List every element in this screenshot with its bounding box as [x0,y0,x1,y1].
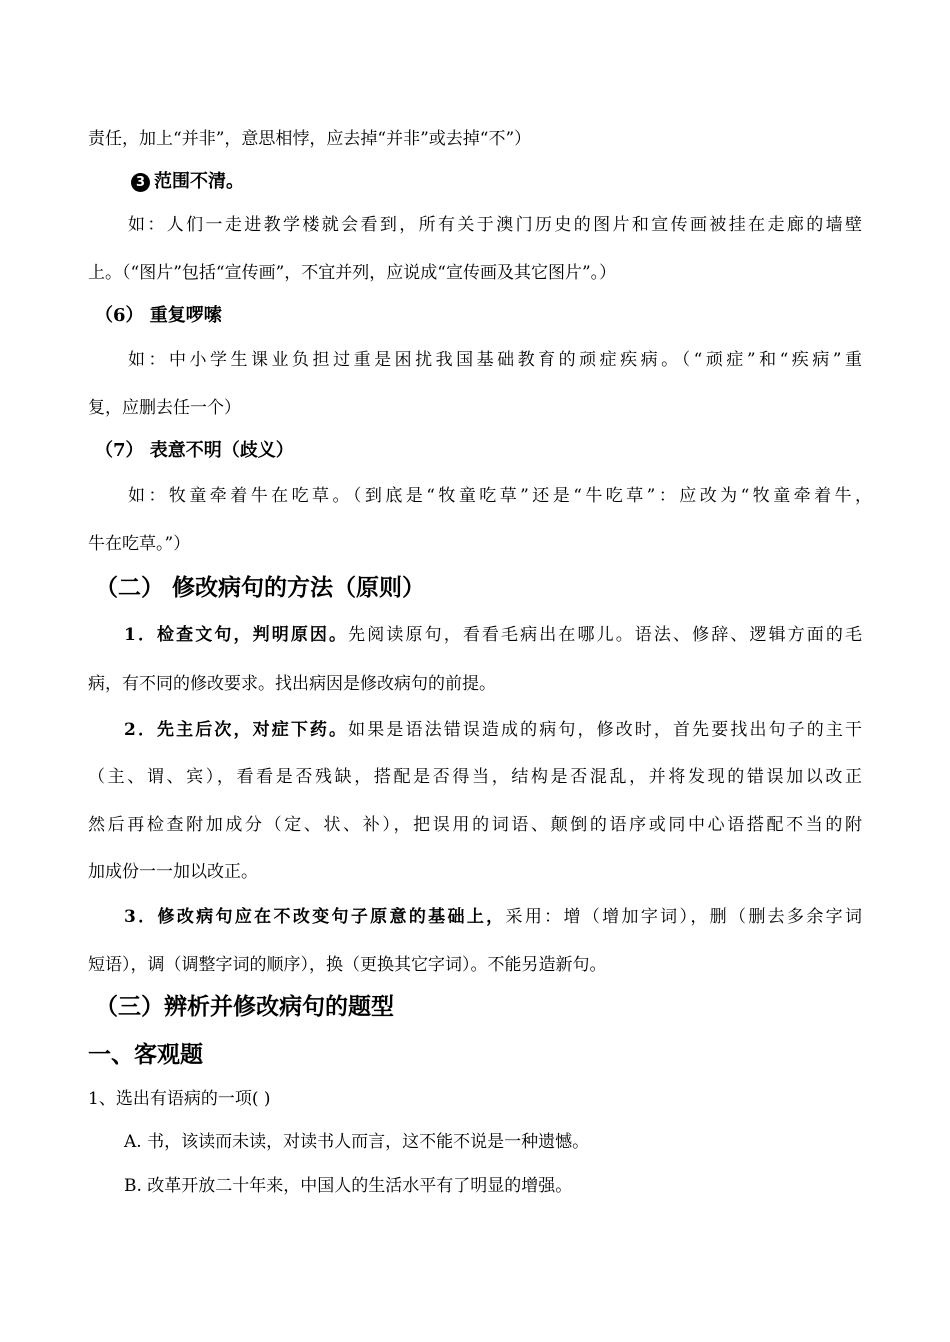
circled-number-3: 3 [131,173,150,192]
method-1-title: 1．检查文句，判明原因。 [124,625,349,645]
text-line [124,905,862,929]
text-line [124,718,862,742]
text-line: 责任，加上“并非”，意思相悖，应去掉“并非”或去掉“不”） [88,129,532,149]
text-line: 如：中小学生课业负担过重是困扰我国基础教育的顽症疾病。（“顽症”和“疾病”重 [128,350,862,370]
option-b: B. 改革开放二十年来，中国人的生活水平有了明显的增强。 [124,1176,573,1196]
text-line [124,623,862,647]
subheading-scope-unclear [131,170,244,194]
text-line: 上。（“图片”包括“宣传画”，不宜并列，应说成“宣传画及其它图片”。） [88,263,617,283]
heading-ambiguity: （7） 表意不明（歧义） [95,440,294,461]
text-line: 加成份一一加以改正。 [88,862,258,882]
text-line: 如：人们一走进教学楼就会看到，所有关于澳门历史的图片和宣传画被挂在走廊的墙壁 [128,215,862,235]
text-line: 复，应删去任一个） [88,398,241,418]
text-line: 如：牧童牵着牛在吃草。（到底是“牧童吃草”还是“牛吃草”：应改为“牧童牵着牛， [128,486,872,506]
heading-repetition: （6） 重复啰嗦 [95,305,222,326]
question-1: 1、选出有语病的一项( ) [88,1089,271,1109]
text-line: （主、谓、宾），看看是否残缺，搭配是否得当，结构是否混乱，并将发现的错误加以改正 [88,767,862,787]
section-heading-question-types: （三）辨析并修改病句的题型 [95,994,394,1020]
option-a: A. 书，该读而未读，对读书人而言，这不能不说是一种遗憾。 [124,1132,590,1152]
method-2-text: 如果是语法错误造成的病句，修改时，首先要找出句子的主干 [348,720,863,740]
method-1-text: 先阅读原句，看看毛病出在哪儿。语法、修辞、逻辑方面的毛 [348,625,863,645]
text-line: 短语），调（调整字词的顺序），换（更换其它字词）。不能另造新句。 [88,955,607,975]
method-3-title: 3．修改病句应在不改变句子原意的基础上， [124,907,506,927]
method-3-text: 采用：增（增加字词），删（删去多余字词 [505,907,863,927]
subheading-text: 范围不清。 [154,171,244,192]
text-line: 病，有不同的修改要求。找出病因是修改病句的前提。 [88,674,496,694]
text-line: 牛在吃草。”） [88,534,191,554]
method-2-title: 2．先主后次，对症下药。 [124,720,349,740]
section-heading-methods: （二） 修改病句的方法（原则） [95,575,426,601]
text-line: 然后再检查附加成分（定、状、补），把误用的词语、颠倒的语序或同中心语搭配不当的附 [88,815,862,835]
section-heading-objective: 一、客观题 [88,1042,203,1068]
